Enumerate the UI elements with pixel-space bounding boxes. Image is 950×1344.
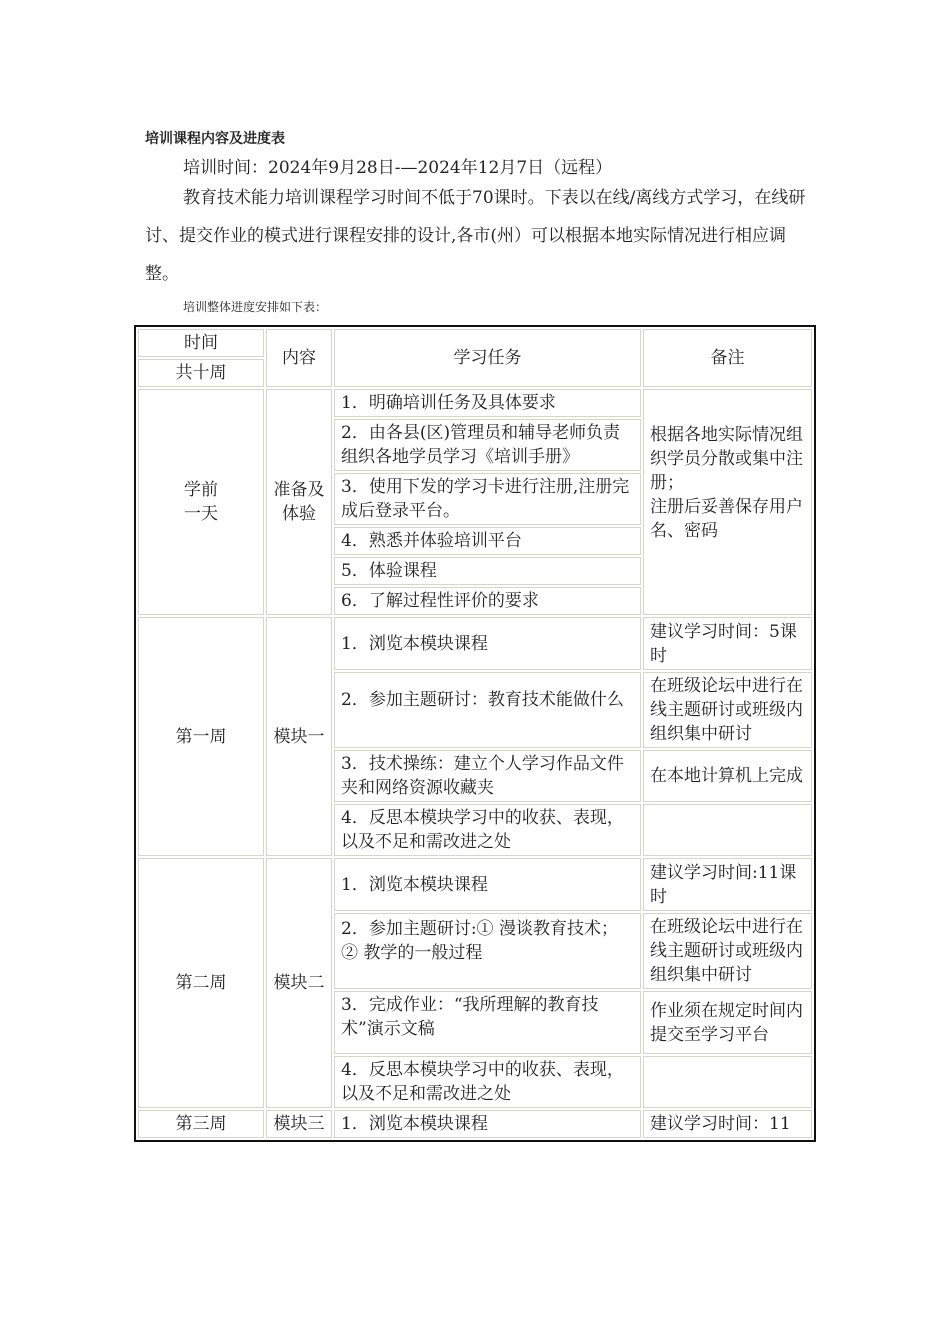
week2-remark-4 [643,1056,812,1108]
intro-paragraph: 教育技术能力培训课程学习时间不低于70课时。下表以在线/离线方式学习，在线研讨、提交作业的模式进行课程安排的设计,各市(州）可以根据本地实际情况进行相应调整。 [145,188,806,284]
table-row [138,858,812,911]
header-remark: 备注 [643,329,812,387]
week1-task-1: 1．浏览本模块课程 [334,617,641,670]
doc-title: 培训课程内容及进度表 [145,131,285,147]
week3-remark-1: 建议学习时间：11 [643,1110,812,1138]
week3-content: 模块三 [266,1110,332,1138]
week1-remark-2: 在班级论坛中进行在线主题研讨或班级内组织集中研讨 [643,672,812,748]
pre-content-line1: 准备及 [273,480,325,500]
pre-remark-line1: 根据各地实际情况组织学员分散或集中注册； [650,424,803,493]
pre-time-line1: 学前 [184,480,218,500]
pre-task-1: 1．明确培训任务及具体要求 [334,389,641,417]
pre-task-4: 4．熟悉并体验培训平台 [334,527,641,555]
week2-content: 模块二 [266,858,332,1108]
week1-remark-4 [643,804,812,856]
pre-content-line2: 体验 [282,504,316,524]
week1-task-3: 3．技术操练：建立个人学习作品文件夹和网络资源收藏夹 [334,750,641,802]
pre-content-cell [266,389,332,615]
week2-remark-1: 建议学习时间:11课时 [643,858,812,911]
table-row [138,1110,812,1138]
pre-task-3: 3．使用下发的学习卡进行注册,注册完成后登录平台。 [334,473,641,525]
pre-task-6: 6．了解过程性评价的要求 [334,587,641,615]
pre-remark-line2: 注册后妥善保存用户名、密码 [650,496,803,541]
pre-remark-cell [643,389,812,615]
training-time: 培训时间：2024年9月28日-—2024年12月7日（远程） [183,158,613,178]
week2-task-1: 1．浏览本模块课程 [334,858,641,911]
header-content: 内容 [266,329,332,387]
header-task: 学习任务 [334,329,641,387]
week3-time: 第三周 [138,1110,264,1138]
week1-time: 第一周 [138,617,264,856]
table-note: 培训整体进度安排如下表： [183,300,328,314]
week1-content: 模块一 [266,617,332,856]
pre-task-2: 2．由各县(区)管理员和辅导老师负责组织各地学员学习《培训手册》 [334,419,641,471]
header-weeks: 共十周 [138,359,264,387]
week1-task-4: 4．反思本模块学习中的收获、表现，以及不足和需改进之处 [334,804,641,856]
pre-task-5: 5．体验课程 [334,557,641,585]
week2-remark-2: 在班级论坛中进行在线主题研讨或班级内组织集中研讨 [643,913,812,989]
week1-task-2: 2．参加主题研讨：教育技术能做什么 [334,672,641,748]
week3-task-1: 1．浏览本模块课程 [334,1110,641,1138]
header-time: 时间 [138,329,264,357]
table-row [138,617,812,670]
week2-task-3: 3．完成作业：“我所理解的教育技术”演示文稿 [334,991,641,1054]
week1-remark-1: 建议学习时间：5课时 [643,617,812,670]
pre-time-line2: 一天 [184,504,218,524]
week2-task-4: 4．反思本模块学习中的收获、表现，以及不足和需改进之处 [334,1056,641,1108]
week2-remark-3: 作业须在规定时间内提交至学习平台 [643,991,812,1054]
header-row [138,329,812,357]
schedule-table [134,325,816,1142]
pre-time-cell [138,389,264,615]
week2-time: 第二周 [138,858,264,1108]
table-row [138,389,812,417]
week2-task-2: 2．参加主题研讨:① 漫谈教育技术；② 教学的一般过程 [334,913,641,989]
week1-remark-3: 在本地计算机上完成 [643,750,812,802]
